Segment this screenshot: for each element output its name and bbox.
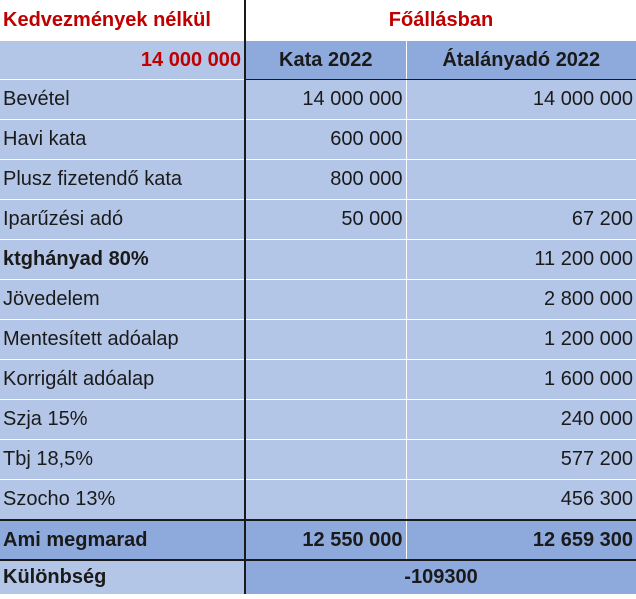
table-row (0, 80, 636, 120)
total-label: Ami megmarad (3, 528, 148, 551)
table-row (0, 440, 636, 480)
kata-value: 50 000 (341, 208, 403, 230)
row-label: Tbj 18,5% (3, 448, 94, 470)
atalany-value: 67 200 (571, 208, 634, 230)
row-label: Szja 15% (3, 408, 88, 430)
column-header-row (0, 41, 636, 80)
row-label: Mentesített adóalap (3, 328, 179, 350)
table-row (0, 320, 636, 360)
row-label: Bevétel (3, 88, 70, 110)
table-row (0, 200, 636, 240)
title-left-cell (0, 0, 245, 41)
title-right-cell (245, 0, 636, 41)
row-label: Iparűzési adó (3, 208, 124, 230)
kata-value: 600 000 (330, 128, 403, 150)
row-label: Plusz fizetendő kata (3, 168, 182, 190)
kata-value: 14 000 000 (302, 88, 403, 110)
table-row (0, 360, 636, 400)
kata-header-cell (245, 41, 406, 80)
atalany-value: 11 200 000 (534, 248, 634, 270)
atalany-value: 1 600 000 (544, 368, 634, 390)
table-row (0, 160, 636, 200)
atalany-value: 240 000 (560, 408, 634, 430)
difference-label: Különbség (3, 566, 107, 588)
table-row (0, 280, 636, 320)
total-kata: 12 550 000 (302, 528, 403, 551)
table-row (0, 400, 636, 440)
atalany-value: 2 800 000 (544, 288, 634, 310)
table-row (0, 480, 636, 521)
total-row (0, 520, 636, 560)
atalany-header-cell (406, 41, 636, 80)
atalany-value: 14 000 000 (532, 88, 634, 110)
row-label: Havi kata (3, 128, 87, 150)
income-cell (0, 41, 245, 80)
kata-header: Kata 2022 (279, 48, 373, 71)
title-row (0, 0, 636, 41)
income-value: 14 000 000 (140, 48, 241, 71)
row-label: ktghányad 80% (3, 248, 149, 270)
kata-value: 800 000 (330, 168, 403, 190)
atalany-value: 1 200 000 (544, 328, 634, 350)
title-left: Kedvezmények nélkül (3, 8, 211, 31)
total-atalany: 12 659 300 (532, 528, 634, 551)
table-row (0, 120, 636, 160)
row-label: Jövedelem (3, 288, 100, 310)
atalany-value: 577 200 (560, 448, 634, 470)
row-label: Korrigált adóalap (3, 368, 155, 390)
atalany-header: Átalányadó 2022 (442, 48, 601, 71)
difference-value: -109300 (404, 566, 478, 588)
title-right: Főállásban (388, 8, 494, 31)
row-label: Szocho 13% (3, 488, 116, 510)
table-row (0, 240, 636, 280)
atalany-value: 456 300 (560, 488, 634, 510)
difference-row (0, 560, 636, 594)
